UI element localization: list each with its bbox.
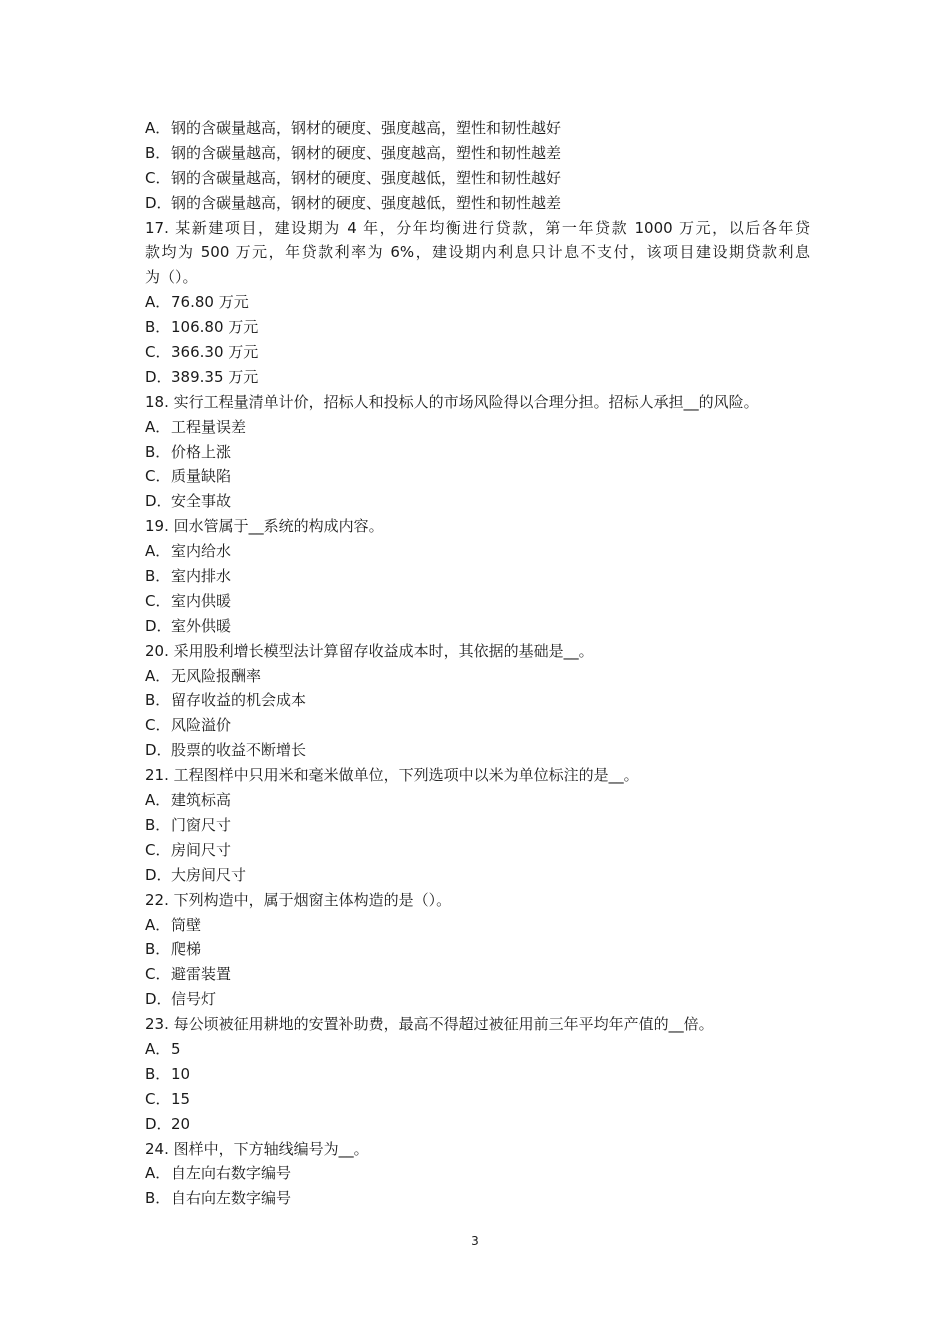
option-label: A． (145, 417, 171, 436)
option-text: 大房间尺寸 (171, 865, 247, 884)
option-label: B． (145, 442, 171, 461)
option-label: A． (145, 542, 171, 561)
answer-option (145, 191, 810, 216)
option-text: 10 (171, 1064, 191, 1083)
question-text: 19. 回水管属于__系统的构成内容。 (145, 517, 384, 536)
option-label: D． (145, 492, 172, 511)
option-label: D． (145, 1114, 172, 1133)
answer-option (145, 1087, 810, 1112)
option-text: 钢的含碳量越高，钢材的硬度、强度越高，塑性和韧性越差 (171, 143, 562, 162)
question-text: 款均为 500 万元，年贷款利率为 6%，建设期内利息只计息不支付，该项目建设期贷款利息 (145, 243, 810, 262)
option-text: 106.80 万元 (171, 318, 259, 337)
question-text: 22. 下列构造中，属于烟窗主体构造的是（）。 (145, 890, 452, 909)
answer-option (145, 564, 810, 589)
answer-option (145, 664, 810, 689)
answer-option (145, 464, 810, 489)
question-text: 18. 实行工程量清单计价，招标人和投标人的市场风险得以合理分担。招标人承担__的风险。 (145, 392, 759, 411)
answer-option (145, 1161, 810, 1186)
option-text: 筒壁 (171, 915, 202, 934)
option-text: 20 (171, 1114, 191, 1133)
answer-option (145, 365, 810, 390)
option-label: D． (145, 741, 172, 760)
question-text: 17. 某新建项目，建设期为 4 年，分年均衡进行贷款，第一年贷款 1000 万元，以后各年贷 (145, 218, 810, 237)
option-text: 15 (171, 1089, 191, 1108)
option-label: C． (145, 716, 171, 735)
answer-option (145, 489, 810, 514)
option-label: D． (145, 616, 172, 635)
page-content (145, 116, 810, 1211)
option-label: C． (145, 965, 171, 984)
answer-option (145, 315, 810, 340)
option-text: 安全事故 (171, 492, 232, 511)
option-label: A． (145, 293, 171, 312)
option-text: 室内排水 (171, 567, 232, 586)
answer-option (145, 688, 810, 713)
answer-option (145, 440, 810, 465)
answer-option (145, 937, 810, 962)
answer-option (145, 1186, 810, 1211)
answer-option (145, 738, 810, 763)
option-label: A． (145, 119, 171, 137)
option-label: C． (145, 343, 171, 362)
answer-option (145, 141, 810, 166)
option-text: 避雷装置 (171, 965, 232, 984)
option-label: D． (145, 990, 172, 1009)
option-label: C． (145, 840, 171, 859)
question-text: 21. 工程图样中只用米和毫米做单位，下列选项中以米为单位标注的是__。 (145, 766, 639, 785)
option-label: C． (145, 591, 171, 610)
question-text: 为（）。 (145, 268, 198, 287)
option-text: 室内供暖 (171, 591, 232, 610)
option-text: 门窗尺寸 (171, 815, 232, 834)
option-text: 自左向右数字编号 (171, 1164, 292, 1183)
option-label: B． (145, 318, 171, 337)
page-number: 3 (471, 1234, 479, 1248)
option-text: 5 (171, 1039, 181, 1058)
option-label: D． (145, 367, 172, 386)
answer-option (145, 166, 810, 191)
answer-option (145, 340, 810, 365)
option-label: B． (145, 143, 171, 162)
answer-option (145, 962, 810, 987)
option-text: 留存收益的机会成本 (171, 691, 307, 710)
option-label: B． (145, 691, 171, 710)
answer-option (145, 614, 810, 639)
option-label: A． (145, 791, 171, 810)
answer-option (145, 1062, 810, 1087)
option-text: 质量缺陷 (171, 467, 232, 486)
option-text: 无风险报酬率 (171, 666, 262, 685)
option-text: 信号灯 (171, 990, 217, 1009)
option-label: A． (145, 1164, 171, 1183)
option-text: 股票的收益不断增长 (171, 741, 307, 760)
option-label: B． (145, 1064, 171, 1083)
answer-option (145, 813, 810, 838)
option-text: 钢的含碳量越高，钢材的硬度、强度越高，塑性和韧性越好 (171, 119, 562, 137)
option-label: C． (145, 1089, 171, 1108)
option-label: B． (145, 815, 171, 834)
option-label: B． (145, 567, 171, 586)
option-text: 爬梯 (171, 940, 202, 959)
option-text: 钢的含碳量越高，钢材的硬度、强度越低，塑性和韧性越差 (171, 193, 562, 212)
question-text: 23. 每公顷被征用耕地的安置补助费，最高不得超过被征用前三年平均年产值的__倍。 (145, 1015, 714, 1034)
option-label: D． (145, 193, 172, 212)
option-label: B． (145, 940, 171, 959)
option-text: 风险溢价 (171, 716, 232, 735)
answer-option (145, 116, 810, 141)
option-label: A． (145, 915, 171, 934)
option-label: A． (145, 1039, 171, 1058)
option-text: 钢的含碳量越高，钢材的硬度、强度越低，塑性和韧性越好 (171, 168, 562, 187)
answer-option (145, 913, 810, 938)
option-text: 室内给水 (171, 542, 232, 561)
option-label: C． (145, 168, 171, 187)
option-text: 自右向左数字编号 (171, 1189, 292, 1208)
option-text: 室外供暖 (171, 616, 232, 635)
option-label: C． (145, 467, 171, 486)
option-text: 建筑标高 (171, 791, 232, 810)
option-text: 价格上涨 (171, 442, 232, 461)
option-label: A． (145, 666, 171, 685)
answer-option (145, 838, 810, 863)
question-text: 20. 采用股利增长模型法计算留存收益成本时，其依据的基础是__。 (145, 641, 594, 660)
option-label: B． (145, 1189, 171, 1208)
answer-option (145, 987, 810, 1012)
option-label: D． (145, 865, 172, 884)
option-text: 76.80 万元 (171, 293, 249, 312)
answer-option (145, 589, 810, 614)
answer-option (145, 863, 810, 888)
answer-option (145, 415, 810, 440)
answer-option (145, 1037, 810, 1062)
option-text: 房间尺寸 (171, 840, 232, 859)
option-text: 389.35 万元 (171, 367, 259, 386)
question-text: 24. 图样中，下方轴线编号为__。 (145, 1139, 369, 1158)
answer-option (145, 1112, 810, 1137)
option-text: 366.30 万元 (171, 343, 259, 362)
option-text: 工程量误差 (171, 417, 247, 436)
answer-option (145, 290, 810, 315)
answer-option (145, 713, 810, 738)
answer-option (145, 539, 810, 564)
answer-option (145, 788, 810, 813)
